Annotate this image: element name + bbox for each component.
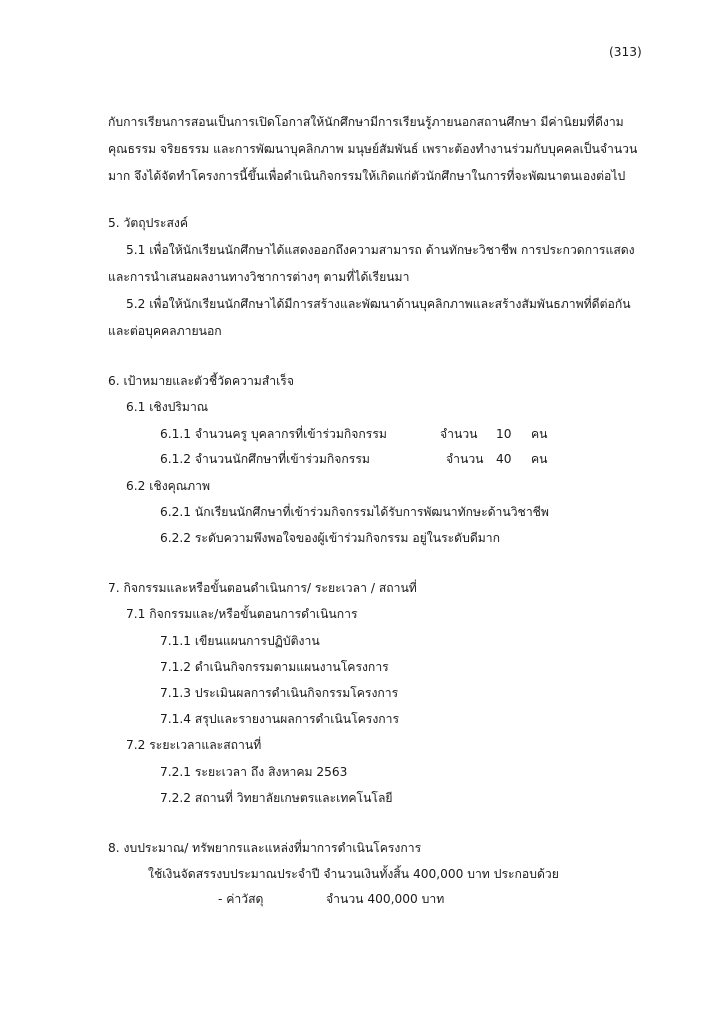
amount-label: จำนวน xyxy=(446,452,484,466)
qualitative-item: 6.2.2 ระดับความพึงพอใจของผู้เข้าร่วมกิจกรรม อยู่ในระดับดีมาก xyxy=(160,531,500,545)
intro-line: มาก จึงได้จัดทำโครงการนี้ขึ้นเพื่อดำเนินกิจกรรมให้เกิดแก่ตัวนักศึกษาในการที่จะพัฒนาตนเองต่อไป xyxy=(108,169,626,183)
amount-value: 10 xyxy=(496,427,512,441)
page-number: (313) xyxy=(609,45,642,59)
section-5-heading: 5. วัตถุประสงค์ xyxy=(108,216,189,230)
quantitative-heading: 6.1 เชิงปริมาณ xyxy=(126,400,209,414)
section-6-heading: 6. เป้าหมายและตัวชี้วัดความสำเร็จ xyxy=(108,374,294,388)
qualitative-heading: 6.2 เชิงคุณภาพ xyxy=(126,479,211,493)
amount-unit: คน xyxy=(531,427,548,441)
section-8-heading: 8. งบประมาณ/ ทรัพยากรและแหล่งที่มาการดำเนินโครงการ xyxy=(108,841,422,855)
intro-line: คุณธรรม จริยธรรม และการพัฒนาบุคลิกภาพ มนุษย์สัมพันธ์ เพราะต้องทำงานร่วมกับบุคคลเป็นจำนวน xyxy=(108,142,638,156)
objective-5-2: 5.2 เพื่อให้นักเรียนนักศึกษาได้มีการสร้างและพัฒนาด้านบุคลิกภาพและสร้างสัมพันธภาพที่ดีต่อกัน xyxy=(126,297,631,311)
activities-heading: 7.1 กิจกรรมและ/หรือขั้นตอนการดำเนินการ xyxy=(126,607,358,621)
budget-item-label: - ค่าวัสดุ xyxy=(218,892,264,906)
quantitative-item-label: 6.1.1 จำนวนครู บุคลากรที่เข้าร่วมกิจกรรม xyxy=(160,427,387,441)
section-7-heading: 7. กิจกรรมและหรือขั้นตอนดำเนินการ/ ระยะเวลา / สถานที่ xyxy=(108,581,417,595)
qualitative-item: 6.2.1 นักเรียนนักศึกษาที่เข้าร่วมกิจกรรมได้รับการพัฒนาทักษะด้านวิชาชีพ xyxy=(160,505,549,519)
amount-value: 40 xyxy=(496,452,512,466)
objective-5-2-cont: และต่อบุคคลภายนอก xyxy=(108,324,222,338)
amount-unit: คน xyxy=(531,452,548,466)
time-item: 7.2.1 ระยะเวลา ถึง สิงหาคม 2563 xyxy=(160,765,348,779)
activity-item: 7.1.4 สรุปและรายงานผลการดำเนินโครงการ xyxy=(160,712,400,726)
place-item: 7.2.2 สถานที่ วิทยาลัยเกษตรและเทคโนโลยี xyxy=(160,791,393,805)
objective-5-1-cont: และการนำเสนอผลงานทางวิชาการต่างๆ ตามที่ได้เรียนมา xyxy=(108,270,410,284)
quantitative-item-label: 6.1.2 จำนวนนักศึกษาที่เข้าร่วมกิจกรรม xyxy=(160,452,370,466)
objective-5-1: 5.1 เพื่อให้นักเรียนนักศึกษาได้แสดงออกถึงความสามารถ ด้านทักษะวิชาชีพ การประกวดการแสดง xyxy=(126,243,635,257)
budget-item-amount: จำนวน 400,000 บาท xyxy=(326,892,445,906)
intro-line: กับการเรียนการสอนเป็นการเปิดโอกาสให้นักศึกษามีการเรียนรู้ภายนอกสถานศึกษา มีค่านิยมที่ดีงาม xyxy=(108,115,624,129)
time-place-heading: 7.2 ระยะเวลาและสถานที่ xyxy=(126,738,262,752)
amount-label: จำนวน xyxy=(440,427,478,441)
budget-line: ใช้เงินจัดสรรงบประมาณประจำปี จำนวนเงินทั้งสิ้น 400,000 บาท ประกอบด้วย xyxy=(148,867,559,881)
activity-item: 7.1.2 ดำเนินกิจกรรมตามแผนงานโครงการ xyxy=(160,660,389,674)
activity-item: 7.1.1 เขียนแผนการปฏิบัติงาน xyxy=(160,634,320,648)
activity-item: 7.1.3 ประเมินผลการดำเนินกิจกรรมโครงการ xyxy=(160,686,399,700)
